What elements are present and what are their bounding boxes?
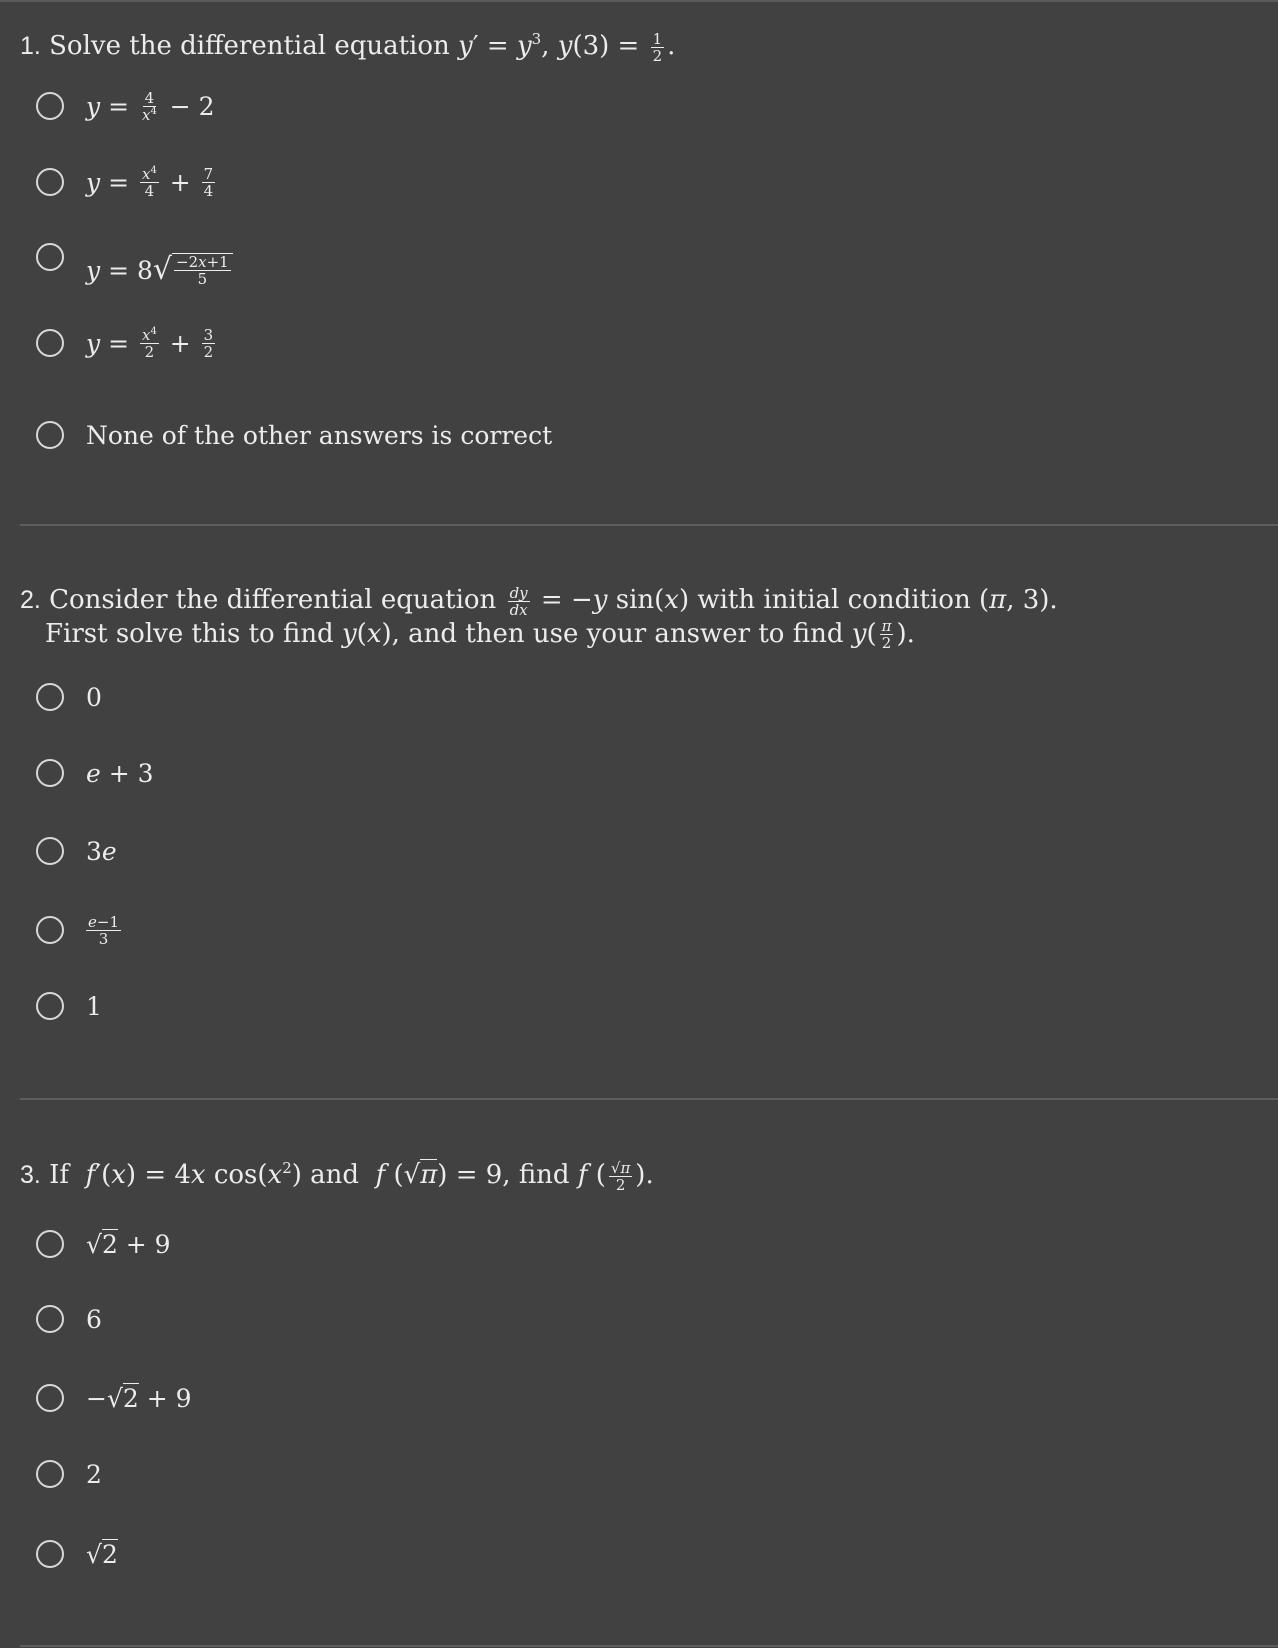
answer-option[interactable] (36, 240, 233, 288)
question-divider (20, 524, 1278, 526)
radio-button[interactable] (36, 1460, 64, 1488)
option-label: −√ 2 + 9 (86, 1383, 192, 1413)
radio-button[interactable] (36, 759, 64, 787)
option-label: 3 e (86, 836, 117, 866)
option-label: 2 (86, 1459, 102, 1489)
answer-option[interactable] (36, 1227, 171, 1261)
radio-button[interactable] (36, 243, 64, 271)
question-divider (20, 1098, 1278, 1100)
question-number: 3. (20, 1161, 41, 1189)
question-math: $y' = y^3$, y(3) = $\frac{1}{2}$ . (458, 29, 676, 65)
option-label: None of the other answers is correct (86, 420, 553, 450)
question-math: $\frac{dy}{dx}$ = −y sin(x) with initial condition (π, 3). (509, 583, 1058, 619)
answer-option[interactable] (36, 1302, 102, 1336)
radio-button[interactable] (36, 683, 64, 711)
answer-option[interactable] (36, 680, 102, 714)
option-label: y = $\frac{x^4}{2}$ + $\frac{3}{2}$ (86, 325, 214, 361)
option-label: √ 2 + 9 (86, 1229, 171, 1259)
option-label: 1 (86, 991, 102, 1021)
radio-button[interactable] (36, 992, 64, 1020)
option-label: 6 (86, 1304, 102, 1334)
question-prompt-line2: First solve this to find y(x), and then use your answer to find y( $\frac{\pi}{2}$ ). (45, 617, 915, 652)
question-3-prompt (20, 1159, 654, 1193)
answer-option[interactable] (36, 89, 215, 123)
answer-option[interactable] (36, 756, 154, 790)
question-divider (20, 1645, 1278, 1647)
option-label: y = 8 √ $\frac{-2x+1}{5}$ (86, 253, 233, 287)
radio-button[interactable] (36, 1230, 64, 1258)
radio-button[interactable] (36, 916, 64, 944)
question-number: 2. (20, 586, 41, 614)
option-label: y = $\frac{4}{x^4}$ − 2 (86, 88, 215, 124)
answer-option[interactable] (36, 326, 218, 360)
answer-option[interactable] (36, 165, 218, 199)
question-number: 1. (20, 32, 41, 60)
radio-button[interactable] (36, 329, 64, 357)
answer-option[interactable] (36, 989, 102, 1023)
radio-button[interactable] (36, 168, 64, 196)
question-math: f′(x) = 4x $\cos(x^2)$ and f (√π) = 9, find f ( $\frac{√\pi}{2}$ ). (85, 1158, 654, 1194)
radio-button[interactable] (36, 421, 64, 449)
answer-option[interactable] (36, 913, 121, 947)
option-label: √ 2 (86, 1539, 118, 1569)
option-label: y = $\frac{x^4}{4}$ + $\frac{7}{4}$ (86, 164, 214, 200)
answer-option[interactable] (36, 1537, 118, 1571)
question-prompt: If (49, 1160, 70, 1190)
answer-option[interactable] (36, 834, 117, 868)
answer-option[interactable] (36, 418, 552, 452)
answer-option[interactable] (36, 1457, 102, 1491)
radio-button[interactable] (36, 1540, 64, 1568)
question-prompt: Solve the differential equation (49, 31, 450, 61)
option-label: e + 3 (86, 758, 154, 788)
top-border (0, 0, 1278, 2)
option-label: $\frac{e-1}{3}$ (88, 912, 120, 948)
answer-option[interactable] (36, 1381, 192, 1415)
question-1-prompt (20, 30, 675, 64)
radio-button[interactable] (36, 837, 64, 865)
radio-button[interactable] (36, 92, 64, 120)
question-prompt: Consider the differential equation (49, 585, 497, 615)
radio-button[interactable] (36, 1305, 64, 1333)
option-label: 0 (86, 682, 102, 712)
question-2-prompt (20, 584, 1058, 651)
radio-button[interactable] (36, 1384, 64, 1412)
